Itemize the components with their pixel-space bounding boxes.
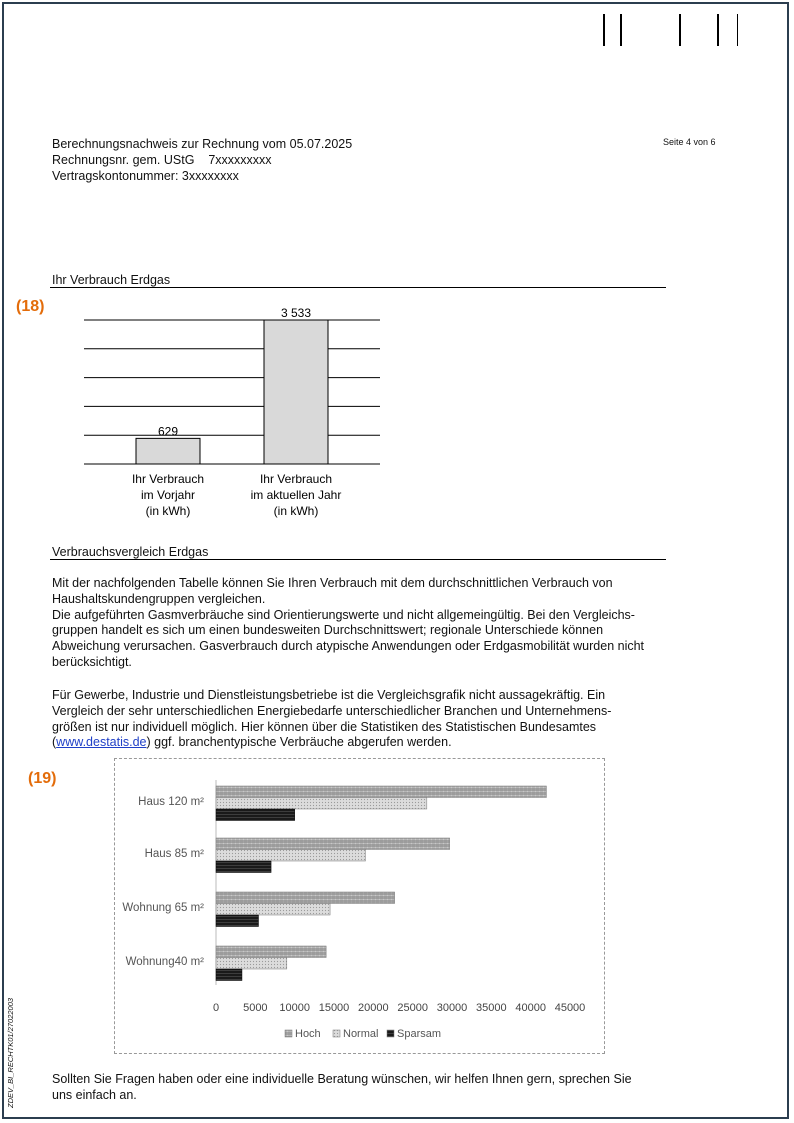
text-line: uns einfach an.: [52, 1087, 137, 1102]
tick-label: 10000: [279, 1002, 310, 1014]
document-code: ZDEV_BI_RECHTK01/27022003: [6, 997, 15, 1108]
text-line: Abweichung verursachen. Gasverbrauch durch atypische Anwendungen oder Erdgasmobilität wurden nicht: [52, 639, 645, 654]
header-line-account: Vertragskontonummer: 3xxxxxxxx: [52, 169, 239, 183]
text-line: Mit der nachfolgenden Tabelle können Sie Ihren Verbrauch mit dem durchschnittlichen Verbrauch von: [52, 576, 613, 590]
marker-18: (18): [16, 298, 45, 315]
text-line: größen ist nur individuell möglich. Hier können über die Statistiken des Statistischen Bundesamtes: [52, 719, 597, 734]
category-label: Ihr Verbrauch: [259, 472, 333, 486]
bar-hoch: [216, 786, 546, 798]
bar-sparsam: [216, 809, 295, 821]
paren-open: (: [52, 735, 57, 750]
text-line: Haushaltskundengruppen vergleichen.: [52, 591, 266, 606]
legend-label: Sparsam: [397, 1028, 442, 1040]
text-line: Sollten Sie Fragen haben oder eine individuelle Beratung wünschen, wir helfen Ihnen gern, sprechen Sie: [52, 1072, 632, 1086]
page-number: Seite 4 von 6: [663, 137, 716, 147]
tick-label: 40000: [515, 1002, 546, 1014]
header-line-invoice-number: Rechnungsnr. gem. UStG 7xxxxxxxxx: [52, 153, 272, 167]
bar-normal: [216, 798, 427, 810]
category-label: (in kWh): [145, 504, 191, 518]
closing-text: [52, 1072, 692, 1104]
tick-label: 0: [212, 1002, 220, 1014]
text-line: gruppen handelt es sich um einen bundesweiten Durchschnittswert; regionale Unterschiede können: [52, 623, 604, 638]
tick-label: 20000: [358, 1002, 389, 1014]
category-label: Wohnung 65 m²: [122, 902, 204, 914]
category-label: (in kWh): [273, 504, 319, 518]
legend-swatch-sparsam: [387, 1030, 394, 1037]
bar-sparsam: [216, 915, 258, 927]
bar-normal: [216, 850, 365, 862]
legend-label: Hoch: [295, 1028, 321, 1040]
header-line-date: Berechnungsnachweis zur Rechnung vom 05.07.2025: [52, 137, 353, 151]
category-label: Haus 120 m²: [138, 796, 204, 808]
tick-label: 35000: [476, 1002, 507, 1014]
legend-swatch-hoch: [285, 1030, 292, 1037]
section-title-consumption: Ihr Verbrauch Erdgas: [52, 273, 171, 287]
category-label: im aktuellen Jahr: [250, 488, 342, 502]
text-line: berücksichtigt.: [52, 654, 132, 669]
bar-sparsam: [216, 969, 242, 981]
legend-label: Normal: [343, 1028, 379, 1040]
category-label: Wohnung40 m²: [125, 956, 204, 968]
marker-19: (19): [28, 770, 57, 787]
bar-value-label: 3 533: [280, 306, 312, 320]
bar-hoch: [216, 892, 395, 904]
category-label: im Vorjahr: [140, 488, 196, 502]
destatis-link[interactable]: www.destatis.de: [56, 735, 147, 750]
tick-label: 30000: [436, 1002, 468, 1014]
text-line: Vergleich der sehr unterschiedlichen Energiebedarfe unterschiedlicher Branchen und Unternehmens-: [52, 703, 612, 718]
bar-hoch: [216, 838, 450, 850]
tick-label: 15000: [318, 1002, 350, 1014]
bar-value-label: 629: [157, 424, 179, 439]
category-label: Haus 85 m²: [144, 848, 204, 860]
bar-hoch: [216, 946, 326, 958]
text-line-tail: ) ggf. branchentypische Verbräuche abgerufen werden.: [146, 735, 452, 750]
bar-normal: [216, 904, 330, 916]
category-label: Ihr Verbrauch: [131, 472, 205, 486]
bar-normal: [216, 958, 287, 970]
tick-label: 5000: [243, 1002, 268, 1014]
tick-label: 25000: [397, 1002, 428, 1014]
tick-label: 45000: [554, 1002, 586, 1014]
bar-sparsam: [216, 861, 271, 873]
section-title-comparison: Verbrauchsvergleich Erdgas: [52, 545, 209, 559]
legend-swatch-normal: [333, 1030, 340, 1037]
text-line: Für Gewerbe, Industrie und Dienstleistungsbetriebe ist die Vergleichsgrafik nicht aussagekräftig. Ein: [52, 688, 606, 702]
text-line: Die aufgeführten Gasmverbräuche sind Orientierungswerte und nicht allgemeingültig. Bei den Vergleichs-: [52, 607, 635, 622]
